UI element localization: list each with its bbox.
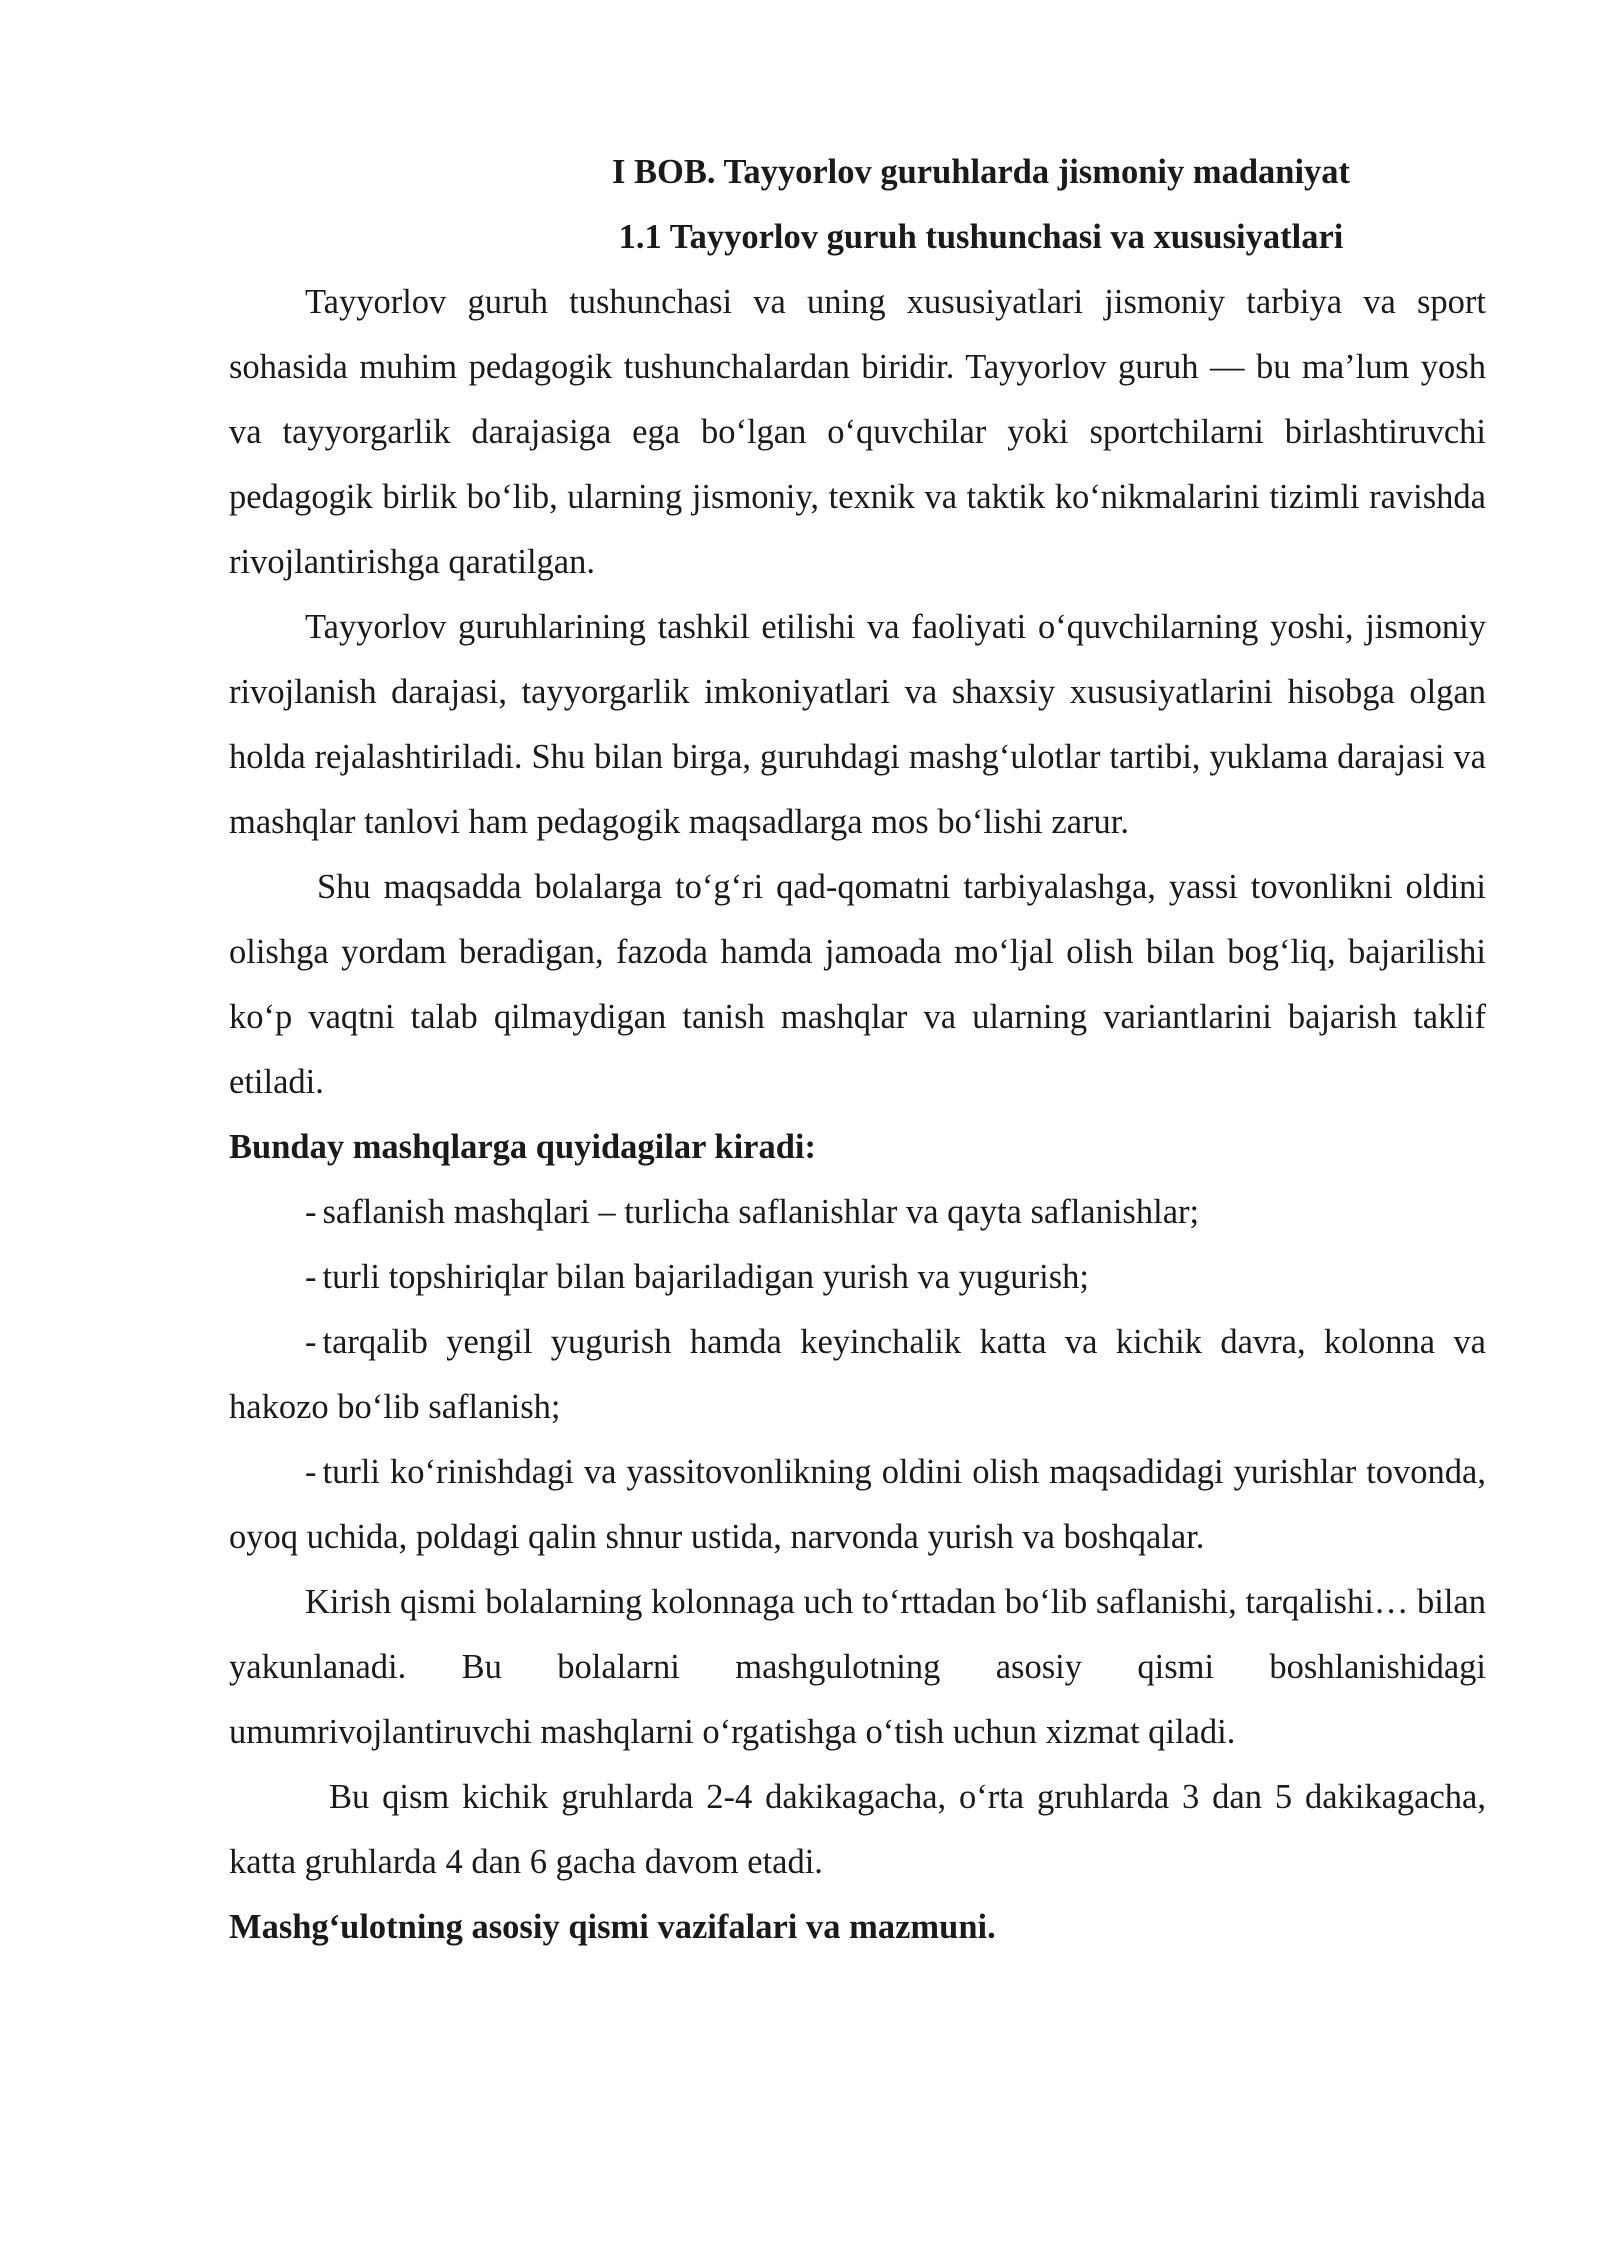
- paragraph-2: Tayyorlov guruhlarining tashkil etilishi va faoliyati o‘quvchilarning yoshi, jismoniy rivojlanish darajasi, tayyorgarlik imkoniyatlari va shaxsiy xususiyatlarini hisobga olgan holda rejalashtiriladi. Shu bilan birga, guruhdagi mashg‘ulotlar tartibi, yuklama darajasi va mashqlar tanlovi ham pedagogik maqsadlarga mos bo‘lishi zarur.: [229, 608, 1486, 841]
- closing-heading: Mashg‘ulotning asosiy qismi vazifalari va mazmuni.: [229, 1908, 996, 1946]
- list-dash: -: [305, 1323, 317, 1361]
- list-heading: Bunday mashqlarga quyidagilar kiradi:: [229, 1128, 816, 1166]
- document-page: [229, 140, 1486, 1960]
- list-item-text: tarqalib yengil yugurish hamda keyinchalik katta va kichik davra, kolonna va hakozo bo‘lib saflanish;: [229, 1323, 1486, 1426]
- paragraph-5: Bu qism kichik gruhlarda 2-4 dakikagacha, o‘rta gruhlarda 3 dan 5 dakikagacha, katta gruhlarda 4 dan 6 gacha davom etadi.: [229, 1778, 1486, 1881]
- section-title: 1.1 Tayyorlov guruh tushunchasi va xususiyatlari: [618, 218, 1344, 256]
- list-item-text: turli topshiriqlar bilan bajariladigan yurish va yugurish;: [322, 1258, 1090, 1296]
- list-item: [229, 1440, 1486, 1570]
- list-item-text: saflanish mashqlari – turlicha saflanishlar va qayta saflanishlar;: [322, 1193, 1200, 1231]
- list-item: [229, 1245, 1486, 1310]
- list-dash: -: [305, 1193, 317, 1231]
- paragraph-3: Shu maqsadda bolalarga to‘g‘ri qad-qomatni tarbiyalashga, yassi tovonlikni oldini olishga yordam beradigan, fazoda hamda jamoada mo‘ljal olish bilan bog‘liq, bajarilishi ko‘p vaqtni talab qilmaydigan tanish mashqlar va ularning variantlarini bajarish taklif etiladi.: [229, 868, 1486, 1101]
- list-dash: -: [305, 1258, 317, 1296]
- paragraph-1: Tayyorlov guruh tushunchasi va uning xususiyatlari jismoniy tarbiya va sport sohasida muhim pedagogik tushunchalardan biridir. Tayyorlov guruh — bu ma’lum yosh va tayyorgarlik darajasiga ega bo‘lgan o‘quvchilar yoki sportchilarni birlashtiruvchi pedagogik birlik bo‘lib, ularning jismoniy, texnik va taktik ko‘nikmalarini tizimli ravishda rivojlantirishga qaratilgan.: [229, 283, 1486, 581]
- chapter-title: I BOB. Tayyorlov guruhlarda jismoniy madaniyat: [611, 153, 1351, 191]
- list-item-text: turli ko‘rinishdagi va yassitovonlikning oldini olish maqsadidagi yurishlar tovonda, oyoq uchida, poldagi qalin shnur ustida, narvonda yurish va boshqalar.: [229, 1453, 1486, 1556]
- list-item: [229, 1310, 1486, 1440]
- list-item: [229, 1180, 1486, 1245]
- list-dash: -: [305, 1453, 317, 1491]
- paragraph-4: Kirish qismi bolalarning kolonnaga uch to‘rttadan bo‘lib saflanishi, tarqalishi… bilan yakunlanadi. Bu bolalarni mashgulotning asosiy qismi boshlanishidagi umumrivojlantiruvchi mashqlarni o‘rgatishga o‘tish uchun xizmat qiladi.: [229, 1583, 1486, 1751]
